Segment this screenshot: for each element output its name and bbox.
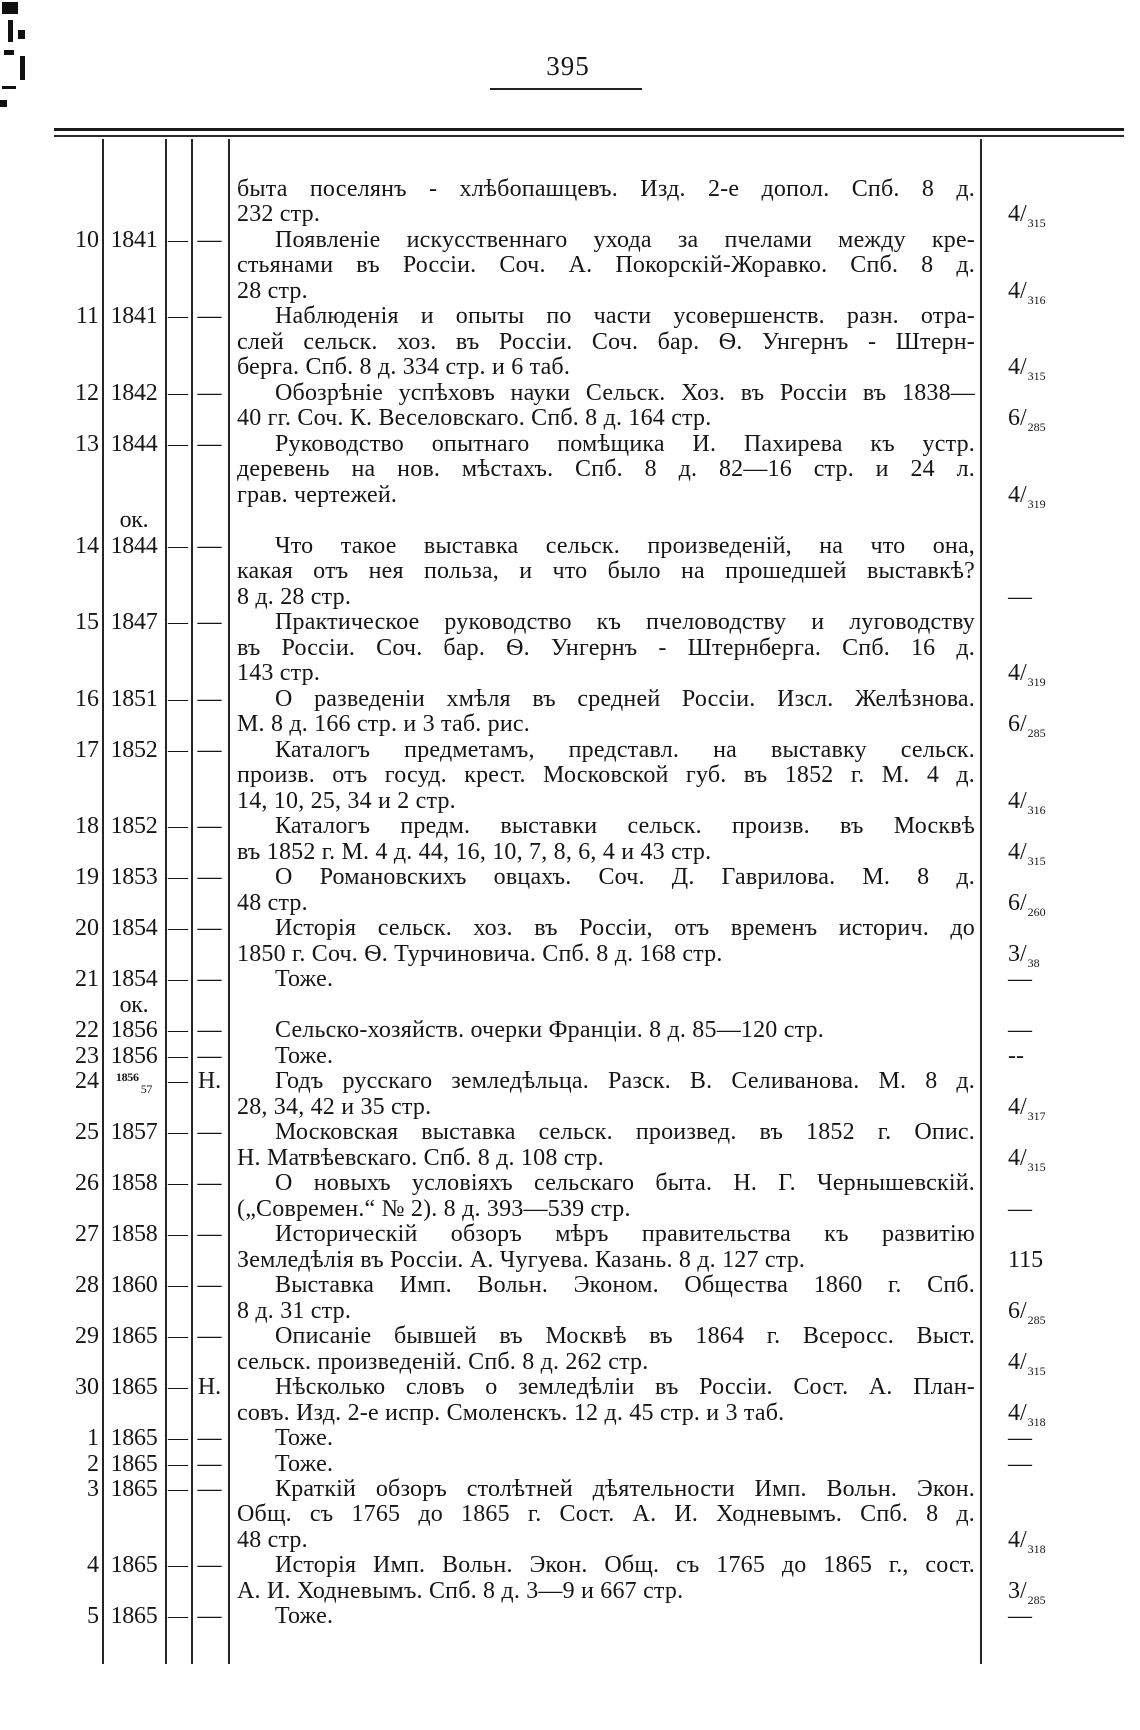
entry-mark-dash: — — [197, 226, 222, 253]
entry-text-line: Описаніе бывшей въ Москвѣ въ 1864 г. Всеросс. Выст. — [275, 1323, 975, 1350]
entry-number: 15 — [75, 609, 99, 636]
price-separator: / — [1020, 1348, 1027, 1375]
entry-price — [1008, 711, 1118, 741]
entry-mark-dash: — — [168, 1325, 188, 1348]
entry-number: 27 — [75, 1221, 99, 1248]
entry-text-line: какая отъ нея польза, и что было на прошедшей выставкѣ? — [237, 558, 975, 585]
entry-price — [1008, 405, 1118, 435]
entry-mark-dash: — — [197, 1323, 222, 1350]
price-denominator: 260 — [1027, 904, 1046, 919]
entry-mark-dash: — — [168, 305, 188, 328]
price-separator: / — [1020, 481, 1027, 508]
price-separator: / — [1020, 405, 1027, 432]
entry-number: 1 — [87, 1425, 99, 1451]
approx-marker: ок. — [119, 991, 149, 1018]
price-denominator: 285 — [1027, 726, 1046, 741]
entry-text-line: О новыхъ условіяхъ сельскаго быта. Н. Г. Чернышевскій. — [275, 1170, 975, 1197]
price-separator: / — [1020, 354, 1027, 381]
entry-mark-dash: — — [168, 1376, 188, 1399]
entry-year: 1865 — [110, 1425, 158, 1451]
entry-price: — — [1008, 1195, 1032, 1222]
entry-price — [1008, 201, 1118, 231]
entry-text-line: О Романовскихъ овцахъ. Соч. Д. Гаврилова. М. 8 д. — [275, 864, 975, 891]
bibliography-entry — [0, 1475, 1140, 1556]
entry-price — [1008, 1577, 1118, 1607]
price-numerator: 6 — [1008, 889, 1020, 916]
entry-price — [1008, 838, 1118, 868]
page-number: 395 — [546, 51, 590, 81]
entry-year: 1865 — [110, 1552, 158, 1579]
bibliography-entry — [0, 915, 1140, 970]
entry-text-line: Тоже. — [275, 1603, 334, 1630]
entry-year: 1858 — [110, 1170, 158, 1197]
entry-price — [1008, 481, 1118, 511]
price-numerator: 4 — [1008, 1526, 1020, 1553]
price-separator: / — [1020, 201, 1027, 228]
entry-mark-dash: — — [197, 303, 222, 330]
entry-mark-dash: — — [197, 1450, 222, 1477]
price-separator: / — [1020, 787, 1027, 814]
entry-text-line: М. 8 д. 166 стр. и 3 таб. рис. — [237, 711, 530, 738]
price-numerator: 6 — [1008, 1297, 1020, 1324]
entry-mark-dash: — — [168, 381, 188, 404]
entry-number: 12 — [75, 379, 99, 406]
entry-number: 5 — [87, 1603, 99, 1630]
bibliography-entry — [0, 533, 1140, 609]
entry-text-line: Появленіе искусственнаго ухода за пчелами между кре- — [275, 226, 975, 253]
entry-year: 1865 — [110, 1323, 158, 1350]
entry-mark-dash: — — [197, 1119, 222, 1146]
entry-text-line: берга. Спб. 8 д. 334 стр. и 6 таб. — [237, 354, 571, 381]
bibliography-entry — [0, 379, 1140, 435]
entry-text-line: 232 стр. — [237, 201, 321, 228]
entry-mark-dash: — — [168, 1452, 188, 1475]
entry-number: 22 — [75, 1017, 99, 1044]
entry-year: 1857 — [110, 1119, 158, 1146]
entry-mark-dash: — — [168, 1019, 188, 1042]
entry-text-line: О разведеніи хмѣля въ средней Россіи. Изсл. Желѣзнова. — [275, 685, 975, 712]
entry-mark-dash: — — [197, 1170, 222, 1197]
bibliography-entry — [0, 1017, 1140, 1042]
entry-text-line: быта поселянъ - хлѣбопашцевъ. Изд. 2-е допол. Спб. 8 д. — [237, 176, 975, 202]
bibliography-entry — [0, 1603, 1140, 1628]
entry-mark-dash: — — [197, 532, 222, 559]
entry-price: 115 — [1008, 1246, 1044, 1273]
entry-text-line: 40 гг. Соч. К. Веселовскаго. Спб. 8 д. 164 стр. — [237, 405, 712, 432]
entry-year: 1860 — [110, 1272, 158, 1299]
bibliography-entry — [0, 430, 1140, 511]
entry-mark-dash: — — [197, 1475, 222, 1502]
entry-year: 1856 — [110, 1017, 158, 1044]
entry-price: — — [1008, 1425, 1032, 1451]
entry-year: 1841 — [110, 303, 158, 330]
price-separator: / — [1020, 1144, 1027, 1171]
entry-text-line: 48 стр. — [237, 1526, 308, 1553]
bibliography-entry — [0, 226, 1140, 307]
entry-mark-dash: — — [197, 430, 222, 457]
bibliography-entry — [0, 1170, 1140, 1221]
entry-text-line: Руководство опытнаго помѣщика И. Пахирева къ устр. — [275, 430, 975, 457]
entry-number: 29 — [75, 1323, 99, 1350]
entry-number: 18 — [75, 813, 99, 840]
entry-year: 1844 — [110, 532, 158, 559]
bibliography-entry — [0, 736, 1140, 817]
entry-year: 1865 — [110, 1475, 158, 1502]
price-denominator: 319 — [1027, 496, 1046, 511]
entry-mark-dash: — — [197, 966, 222, 993]
entry-price: — — [1008, 583, 1032, 610]
entry-mark-dash: — — [168, 534, 188, 557]
price-denominator: 315 — [1027, 1363, 1046, 1378]
entry-text-line: Выставка Имп. Вольн. Эконом. Общества 1860 г. Спб. — [275, 1272, 975, 1299]
price-denominator: 315 — [1027, 216, 1046, 231]
entry-year: 1844 — [110, 430, 158, 457]
entry-price — [1008, 889, 1118, 919]
entry-number: 16 — [75, 685, 99, 712]
price-separator: / — [1020, 711, 1027, 738]
price-numerator: 4 — [1008, 201, 1020, 228]
entry-price — [1008, 660, 1118, 690]
price-denominator: 316 — [1027, 292, 1046, 307]
entry-number: 19 — [75, 864, 99, 891]
price-denominator: 285 — [1027, 420, 1046, 435]
entry-text-line: 143 стр. — [237, 660, 321, 687]
bibliography-entry — [0, 966, 1140, 991]
price-separator: / — [1020, 1297, 1027, 1324]
entry-mark-dash: — — [168, 1554, 188, 1577]
price-numerator: 4 — [1008, 354, 1020, 381]
price-numerator: 4 — [1008, 481, 1020, 508]
entry-year: 1847 — [110, 609, 158, 636]
price-separator: / — [1020, 1093, 1027, 1120]
entry-text-line: („Современ.“ № 2). 8 д. 393—539 стр. — [237, 1195, 631, 1222]
entry-mark-dash: — — [168, 228, 188, 251]
price-denominator: 318 — [1027, 1541, 1046, 1556]
entry-mark-dash: — — [197, 379, 222, 406]
entry-mark-dash: — — [197, 736, 222, 763]
entry-number: 20 — [75, 915, 99, 942]
entry-mark-dash: — — [197, 864, 222, 891]
entry-year: 1865 — [110, 1374, 158, 1401]
entry-number: 13 — [75, 430, 99, 457]
bibliography-entry — [0, 813, 1140, 868]
price-separator: / — [1020, 838, 1027, 865]
approx-marker: ок. — [119, 507, 149, 534]
price-denominator: 317 — [1027, 1108, 1046, 1123]
bibliography-entry — [0, 609, 1140, 690]
entry-mark-dash: — — [197, 609, 222, 636]
price-denominator: 285 — [1027, 1592, 1046, 1607]
entry-year: 1856 — [110, 1042, 158, 1069]
price-separator: / — [1020, 1399, 1027, 1426]
entry-text-line: Тоже. — [275, 1450, 334, 1477]
entry-mark-dash: — — [168, 1274, 188, 1297]
entry-year: 1852 — [110, 736, 158, 763]
entry-number: 4 — [87, 1552, 99, 1579]
price-denominator: 285 — [1027, 1312, 1046, 1327]
bibliography-entry — [0, 1374, 1140, 1429]
entry-text-line: Каталогъ предметамъ, представл. на выставку сельск. — [275, 736, 975, 763]
entry-mark-dash: — — [168, 1223, 188, 1246]
entry-number: 17 — [75, 736, 99, 763]
entry-text-line: Тоже. — [275, 1425, 334, 1451]
price-numerator: 4 — [1008, 787, 1020, 814]
price-denominator: 38 — [1027, 955, 1040, 970]
entry-price — [1008, 940, 1118, 970]
entry-mark-dash: — — [168, 687, 188, 710]
entry-mark-dash: — — [197, 1017, 222, 1044]
entry-price — [1008, 354, 1118, 384]
price-separator: / — [1020, 1577, 1027, 1604]
entry-price — [1008, 787, 1118, 817]
entry-text-line: 14, 10, 25, 34 и 2 стр. — [237, 787, 456, 814]
entry-mark-dash: — — [197, 685, 222, 712]
entry-text-line: Земледѣлія въ Россіи. А. Чугуева. Казань. 8 д. 127 стр. — [237, 1246, 806, 1273]
entry-text-line: Годъ русскаго земледѣльца. Разск. В. Селиванова. М. 8 д. — [275, 1068, 975, 1095]
entry-mark-dash: — — [168, 917, 188, 940]
entry-text-line: Каталогъ предм. выставки сельск. произв. въ Москвѣ — [275, 813, 975, 840]
entry-price: — — [1008, 1603, 1032, 1630]
bibliography-entry — [0, 1552, 1140, 1607]
entry-mark-letter: Н. — [197, 1374, 222, 1401]
entry-text-line: стьянами въ Россіи. Соч. А. Покорскій-Жоравко. Спб. 8 д. — [237, 252, 975, 279]
bibliography-entry — [0, 1119, 1140, 1174]
price-numerator: 4 — [1008, 1093, 1020, 1120]
entry-mark-dash: — — [168, 1172, 188, 1195]
entry-mark-dash: — — [197, 915, 222, 942]
bibliography-entry — [0, 685, 1140, 741]
bibliography-entry — [0, 1451, 1140, 1476]
entry-text-line: Краткій обзоръ столѣтней дѣятельности Имп. Вольн. Экон. — [275, 1475, 975, 1502]
entry-mark-dash: — — [197, 1552, 222, 1579]
price-numerator: 4 — [1008, 1144, 1020, 1171]
entry-text-line: слей сельск. хоз. въ Россіи. Соч. бар. Ѳ. Унгернъ - Штерн- — [237, 328, 975, 355]
entry-mark-dash: — — [168, 1121, 188, 1144]
entry-text-line: Общ. съ 1765 до 1865 г. Сост. А. И. Ходневымъ. Спб. 8 д. — [237, 1501, 975, 1528]
entry-text-line: Тоже. — [275, 966, 334, 993]
entry-text-line: Московская выставка сельск. произвед. въ 1852 г. Опис. — [275, 1119, 975, 1146]
entry-price: — — [1008, 1450, 1032, 1477]
entry-price: — — [1008, 966, 1032, 993]
entry-text-line: деревень на нов. мѣстахъ. Спб. 8 д. 82—16 стр. и 24 л. — [237, 456, 975, 483]
price-separator: / — [1020, 277, 1027, 304]
entry-mark-dash: — — [197, 1272, 222, 1299]
entry-mark-dash: — — [168, 1605, 188, 1628]
entry-number: 23 — [75, 1042, 99, 1069]
entry-text-line: Практическое руководство къ пчеловодству и луговодству — [275, 609, 975, 636]
price-denominator: 315 — [1027, 369, 1046, 384]
entry-number: 28 — [75, 1272, 99, 1299]
entry-year-start: 1856 — [115, 1070, 139, 1085]
entry-year-end: 57 — [140, 1082, 153, 1097]
entry-mark-dash: — — [168, 1477, 188, 1500]
price-separator: / — [1020, 889, 1027, 916]
price-numerator: 3 — [1008, 940, 1020, 967]
entry-mark-dash: — — [168, 1044, 188, 1067]
entry-year: 1854 — [110, 915, 158, 942]
price-numerator: 4 — [1008, 277, 1020, 304]
entry-text-line: Исторія сельск. хоз. въ Россіи, отъ временъ историч. до — [275, 915, 975, 942]
entry-price — [1008, 1399, 1118, 1429]
entry-text-line: 8 д. 28 стр. — [237, 583, 352, 610]
price-separator: / — [1020, 940, 1027, 967]
entry-text-line: грав. чертежей. — [237, 481, 398, 508]
bibliography-entry — [0, 1323, 1140, 1378]
bibliography-entry — [0, 1425, 1140, 1450]
entry-text-line: произв. отъ госуд. крест. Московской губ. въ 1852 г. М. 4 д. — [237, 762, 975, 789]
entry-year: 1842 — [110, 379, 158, 406]
bibliography-entry — [0, 1272, 1140, 1327]
price-denominator: 315 — [1027, 1159, 1046, 1174]
entry-number: 26 — [75, 1170, 99, 1197]
entry-mark-dash: — — [168, 815, 188, 838]
entry-number: 2 — [87, 1450, 99, 1477]
entry-number: 14 — [75, 532, 99, 559]
entry-mark-letter: Н. — [197, 1068, 222, 1095]
entry-number: 3 — [87, 1475, 99, 1502]
entry-price — [1008, 1093, 1118, 1123]
entry-mark-dash: — — [168, 1427, 188, 1449]
entry-text-line: 8 д. 31 стр. — [237, 1297, 352, 1324]
entry-text-line: 1850 г. Соч. Ѳ. Турчиновича. Спб. 8 д. 168 стр. — [237, 940, 723, 967]
bibliography-entry — [0, 1068, 1140, 1123]
entry-year: 1853 — [110, 864, 158, 891]
price-numerator: 4 — [1008, 660, 1020, 687]
entry-number: 21 — [75, 966, 99, 993]
entry-text-line: Нѣсколько словъ о земледѣліи въ Россіи. Сост. А. План- — [275, 1374, 975, 1401]
entry-mark-dash: — — [197, 1221, 222, 1248]
entry-text-line: 48 стр. — [237, 889, 308, 916]
entry-price — [1008, 1348, 1118, 1378]
price-separator: / — [1020, 660, 1027, 687]
entry-text-line: 28, 34, 42 и 35 стр. — [237, 1093, 432, 1120]
entry-mark-dash: — — [168, 1070, 188, 1093]
entry-number: 25 — [75, 1119, 99, 1146]
entry-year: 1851 — [110, 685, 158, 712]
price-numerator: 3 — [1008, 1577, 1020, 1604]
entry-year: 1841 — [110, 226, 158, 253]
entry-text-line: Н. Матвѣевскаго. Спб. 8 д. 108 стр. — [237, 1144, 604, 1171]
entry-year: 1865 — [110, 1603, 158, 1630]
price-denominator: 319 — [1027, 675, 1046, 690]
entry-number: 11 — [75, 303, 99, 330]
entry-price: -- — [1008, 1042, 1024, 1069]
entry-mark-dash: — — [197, 1425, 222, 1451]
entry-price — [1008, 277, 1118, 307]
bibliography-entry — [0, 864, 1140, 919]
price-numerator: 4 — [1008, 838, 1020, 865]
entry-text-line: Тоже. — [275, 1042, 334, 1069]
entry-text-line: А. И. Ходневымъ. Спб. 8 д. 3—9 и 667 стр. — [237, 1577, 684, 1604]
entry-price — [1008, 1297, 1118, 1327]
entry-mark-dash: — — [197, 1603, 222, 1630]
entry-number: 10 — [75, 226, 99, 253]
entry-text-line: Историческій обзоръ мѣръ правительства къ развитію — [275, 1221, 975, 1248]
entry-text-line: сельск. произведеній. Спб. 8 д. 262 стр. — [237, 1348, 649, 1375]
bibliography-entry — [0, 176, 1140, 231]
bibliography-entry — [0, 1043, 1140, 1068]
price-numerator: 4 — [1008, 1348, 1020, 1375]
entry-year: 1852 — [110, 813, 158, 840]
bibliography-entry — [0, 1221, 1140, 1272]
entry-number: 30 — [75, 1374, 99, 1401]
entry-number: 24 — [75, 1068, 99, 1095]
entry-mark-dash: — — [168, 968, 188, 991]
entry-text-line: Сельско-хозяйств. очерки Франціи. 8 д. 85—120 стр. — [275, 1017, 824, 1044]
entry-year: 1858 — [110, 1221, 158, 1248]
entry-mark-dash: — — [197, 813, 222, 840]
entry-text-line: въ 1852 г. М. 4 д. 44, 16, 10, 7, 8, 6, 4 и 43 стр. — [237, 838, 712, 865]
price-separator: / — [1020, 1526, 1027, 1553]
entry-text-line: 28 стр. — [237, 277, 308, 304]
entry-text-line: Наблюденія и опыты по части усовершенств. разн. отра- — [275, 303, 975, 330]
price-numerator: 6 — [1008, 405, 1020, 432]
price-denominator: 316 — [1027, 802, 1046, 817]
entry-text-line: въ Россіи. Соч. бар. Ѳ. Унгернъ - Штернберга. Спб. 16 д. — [237, 634, 975, 661]
entry-price — [1008, 1526, 1118, 1556]
price-denominator: 318 — [1027, 1414, 1046, 1429]
entry-mark-dash: — — [168, 866, 188, 889]
entry-year: 1854 — [110, 966, 158, 993]
entry-mark-dash: — — [197, 1042, 222, 1069]
entry-text-line: Что такое выставка сельск. произведеній, на что она, — [275, 532, 975, 559]
price-numerator: 6 — [1008, 711, 1020, 738]
entry-year — [103, 1068, 165, 1097]
entry-price — [1008, 1144, 1118, 1174]
entry-mark-dash: — — [168, 611, 188, 634]
entry-mark-dash: — — [168, 432, 188, 455]
entry-year: 1865 — [110, 1450, 158, 1477]
entry-text-line: Обозрѣніе успѣховъ науки Сельск. Хоз. въ Россіи въ 1838— — [275, 379, 975, 406]
entry-text-line: совъ. Изд. 2-е испр. Смоленскъ. 12 д. 45 стр. и 3 таб. — [237, 1399, 785, 1426]
entry-mark-dash: — — [168, 738, 188, 761]
price-denominator: 315 — [1027, 853, 1046, 868]
entry-price: — — [1008, 1017, 1032, 1044]
entry-text-line: Исторія Имп. Вольн. Экон. Общ. съ 1765 до 1865 г., сост. — [275, 1552, 975, 1579]
bibliography-entry — [0, 303, 1140, 384]
price-numerator: 4 — [1008, 1399, 1020, 1426]
